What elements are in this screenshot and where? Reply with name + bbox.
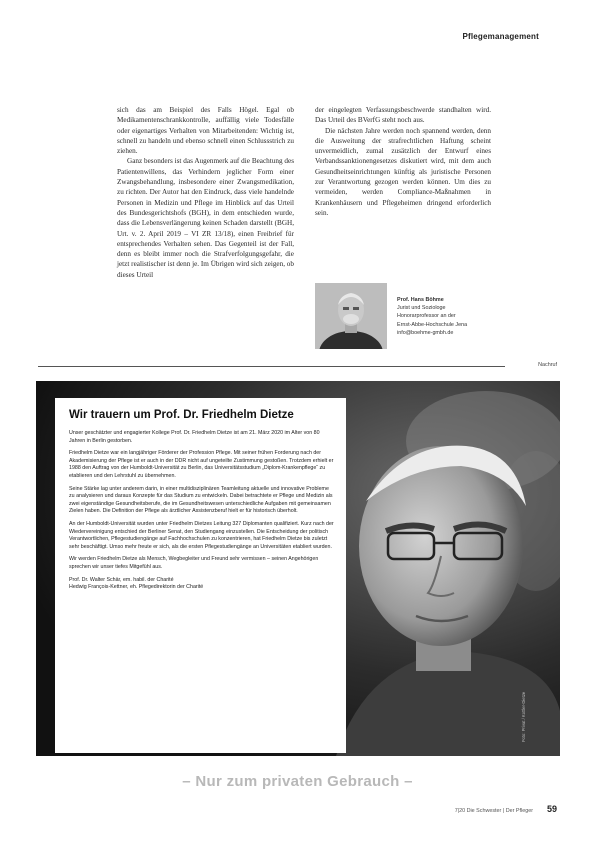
- obituary-title: Wir trauern um Prof. Dr. Friedhelm Dietze: [69, 409, 294, 421]
- watermark: – Nur zum privaten Gebrauch –: [182, 773, 413, 790]
- author-role: Jurist und Soziologe: [397, 305, 446, 312]
- photo-credit: Foto: Privat / Kottler-Dietze: [521, 691, 526, 742]
- article-right-column: [315, 105, 491, 218]
- author-photo: [315, 283, 387, 349]
- obituary-paragraph: Unser geschätzter und engagierter Kollege Prof. Dr. Friedhelm Dietze ist am 21. März 2020 im Alter von 80 Jahren in Berlin gestorben.: [69, 430, 320, 444]
- obituary-signature: Prof. Dr. Walter Schär, em. habil. der Charité: [69, 576, 174, 583]
- article-paragraph: der eingelegten Verfassungsbeschwerde standhalten wird. Das Urteil des BVerfG steht noch aus.: [315, 106, 491, 125]
- obituary-paragraph: Seine Stärke lag unter anderem darin, in einer multidisziplinären Teamleitung aktuelle und innovative Probleme zu analysieren und daraus Konzepte für das Studium zu entwickeln. Dabei betrachtete er Pflege und Medizin als zwei eigenständige Gesundheitsberufe, die im Gesundheitswesen unterschiedliche Aufgaben mit gemeinsamen Zielen haben. Die Definition der Pflege als ärztlicher Assistenzberuf hielt er für historisch überholt.: [69, 485, 333, 515]
- article-left-column: [117, 105, 294, 280]
- page-number: 59: [546, 804, 557, 814]
- author-name: Prof. Hans Böhme: [397, 297, 444, 303]
- obituary-paragraph: Wir werden Friedhelm Dietze als Mensch, Wegbegleiter und Freund sehr vermissen – seinen Angehörigen sprechen wir unser tiefes Mitgefühl aus.: [69, 556, 319, 570]
- obituary-paragraph: An der Humboldt-Universität wurden unter Friedhelm Dietzes Leitung 327 Diplomanten qualifiziert. Kurz nach der Wiedervereinigung entschied der Berliner Senat, den Studiengang einzustellen. Die Entscheidung der politisch Verantwortlichen, Pflegestudiengänge auf Fachhochschulen zu konzentrieren, hat Friedhelm Dietze bis zuletzt sehr beschäftigt. Umso mehr freute er sich, als die ersten Pflegestudiengänge an Universitäten etabliert wurden.: [69, 520, 334, 550]
- obituary-paragraph: Friedhelm Dietze war ein langjähriger Förderer der Profession Pflege. Mit seiner frühen Forderung nach der Akademisierung der Pflege ist er auch in der DDR nicht auf ungeteilte Zustimmung gestoßen. Trotzdem erhielt er 1988 den Auftrag von der Humboldt-Universität zu Berlin, das Universitätsstudium „Diplom-Krankenpflege“ zu etablieren und den Lehrstuhl zu übernehmen.: [69, 450, 334, 479]
- article-paragraph: Die nächsten Jahre werden noch spannend werden, denn die Ausweitung der strafrechtlichen Haftung scheint unvermeidlich, zumal zusätzlich der Entwurf eines Verbandssanktionengesetzes diskutiert wird, mit dem auch Gesundheitseinrichtungen künftig als juristische Personen zur Verantwortung gezogen werden können. Um dies zu vermeiden, werden Compliance-Maßnahmen in Krankenhäusern und Pflegeheimen dringend erforderlich sein.: [315, 126, 491, 217]
- article-paragraph: Ganz besonders ist das Augenmerk auf die Beachtung des Patientenwillens, das Verhindern jeglicher Form einer Zwangsbehandlung, insbesondere einer Zwangsmedikation, zu richten. Der Autor hat den Eindruck, dass viele handelnde Personen in Medizin und Pflege im Hinblick auf das Urteil des Bundesgerichtshofs (BGH), in dem entschieden wurde, dass die Lebensverlängerung keinen Schaden darstellt (BGH, Urt. v. 2. April 2019 – VI ZR 13/18), einen Freibrief für entsprechendes Verhalten sehen. Das Gegenteil ist der Fall, denn es bleibt immer noch die Strafverfolgungsgefahr, die jetzt realistischer ist denn je. Im Übrigen wird sich zeigen, ob dieses Urteil: [117, 157, 294, 279]
- author-bio: [397, 296, 497, 337]
- author-role: Honorarprofessor an der: [397, 313, 456, 320]
- obituary-body: [69, 430, 334, 592]
- section-divider: [38, 366, 505, 367]
- article-paragraph: sich das am Beispiel des Falls Högel. Egal ob Medikamentenschrankkontrolle, auffällig viele Todesfälle oder eigenartiges Verhalten von Mitarbeitenden: Wichtig ist, schnell zu handeln und ebenso schnell einen Schlussstrich zu ziehen.: [117, 106, 294, 156]
- section-label: Pflegemanagement: [462, 32, 539, 41]
- author-email[interactable]: info@boehme-gmbh.de: [397, 329, 454, 336]
- footer-magazine: 7|20 Die Schwester | Der Pfleger: [454, 808, 533, 814]
- obituary-signature: Hedwig François-Kettner, eh. Pflegedirektorin der Charité: [69, 584, 204, 591]
- divider-label: Nachruf: [538, 362, 557, 368]
- author-affiliation: Ernst-Abbe-Hochschule Jena: [397, 321, 468, 328]
- obituary-text-panel: [55, 398, 346, 753]
- obituary-box: [36, 381, 560, 756]
- author-portrait-image: [315, 283, 387, 349]
